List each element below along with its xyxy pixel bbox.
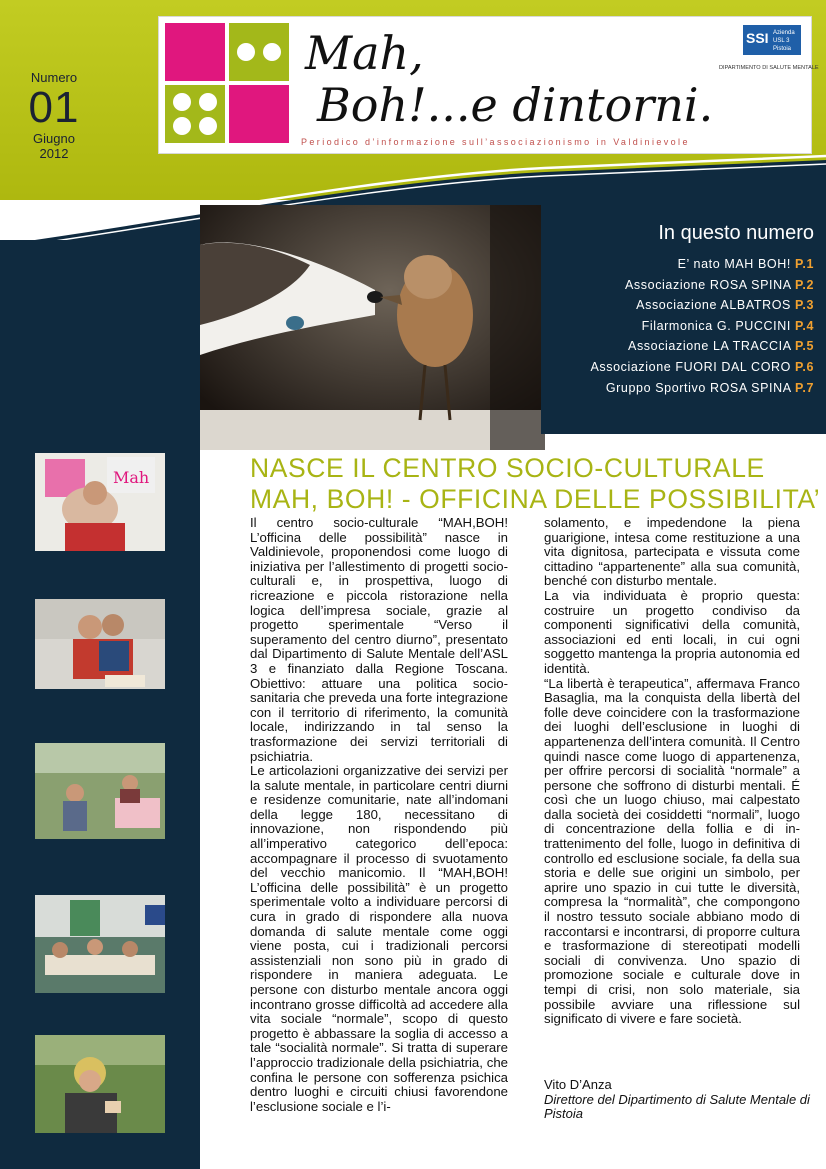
article-headline — [250, 453, 820, 515]
table-of-contents — [541, 192, 826, 434]
author-signature — [544, 1078, 814, 1122]
issue-number: 01 — [28, 83, 80, 132]
masthead-title — [299, 19, 769, 137]
paragraph: Le articolazioni organizzative dei servizi per la salute mentale, in particolare centri diurni e residenze comunitarie, nate all’indomani della legge 180, necessitano di innovazione, non rispondendo più all’imperativo categorico dell’epoca: accompagnare il processo di svuotamento del vecchio manicomio. Il “MAH,BOH! L’officina delle possibilità” è un progetto sperimentale volto a individuare percorsi di cura in grado di rispondere alla nuova domanda di salute mentale come oggi viene posta, cui i tradizionali percorsi assistenziali non sono più in grado di rispondere in maniera adeguata. Le persone con disturbo mentale ancora oggi incontrano grosse difficoltà ad accedere alla vita sociale “normale”, scopo di questo progetto è abbassare la soglia di accesso a tale “socialità normale”. Si tratta di superare l’approccio tradizionale della psichiatria, che confina le persone con sofferenza psichica dentro luoghi e circuiti chiusi favorendone l’esclusione sociale e l’i- — [250, 763, 508, 1114]
toc-item[interactable]: Filarmonica G. PUCCINI P.4 — [641, 318, 814, 333]
hero-photo-dog-and-chick — [200, 205, 545, 450]
article-column-1 — [250, 516, 508, 1114]
toc-item[interactable]: Associazione LA TRACCIA P.5 — [628, 339, 814, 354]
paragraph: solamento, e impedendone la piena guarigione, intesa come restituzione a una vita dignitosa, partecipata e vissuta come cittadino “appartenente” alla sua comunità, benché con disturbo mentale. — [544, 515, 800, 589]
photo-thumbnail-4 — [35, 895, 165, 993]
issue-info — [0, 70, 108, 161]
svg-text:Mah: Mah — [113, 468, 150, 487]
asl-badge: SSI — [746, 30, 769, 46]
asl-department: DIPARTIMENTO DI SALUTE MENTALE — [719, 65, 819, 71]
asl-logo — [715, 23, 819, 75]
issue-month: Giugno — [33, 131, 75, 146]
toc-item[interactable]: Gruppo Sportivo ROSA SPINA P.7 — [605, 380, 814, 395]
photo-thumbnail-3 — [35, 743, 165, 839]
paragraph: “La libertà è terapeutica”, affermava Franco Basaglia, ma la conquista della libertà del folle deve coincidere con la trasformazione dei luoghi dell’esclusione in luoghi di appartenenza dell’intera comunità. Il Centro quindi nasce come luogo di appartenenza, per offrire percorsi di socialità “normale” a persone che soffrono di disturbi mentali. É così che un luogo chiuso, mai calpestato dalla società dei cosiddetti “normali”, luogo di concentrazione della follia e di in-trattenimento del folle, luogo in definitiva di controllo ed esclusione sociale, fa della sua storia e delle sue origini un simbolo, per aprire uno spazio in cui tutte le diversità, compresa la “normalità”, che compongono il nostro tessuto sociale abbiano modo di raccontarsi e incontrarsi, di proporre cultura e trasformazione di stereotipati modelli sociali di convivenza. Uno spazio di promozione sociale e culturale dove in tempi di crisi, non solo materiale, sia possibile avviare una riflessione sul significato di vivere e fare società. — [544, 675, 800, 1027]
headline-line-1: NASCE IL CENTRO SOCIO-CULTURALE — [250, 453, 765, 483]
author-role: Direttore del Dipartimento di Salute Mentale di Pistoia — [544, 1091, 810, 1122]
masthead — [158, 16, 819, 154]
issue-year: 2012 — [39, 146, 69, 161]
asl-text-2: USL 3 — [773, 38, 790, 44]
toc-item[interactable]: Associazione FUORI DAL CORO P.6 — [590, 359, 814, 374]
left-sidebar-band — [0, 240, 200, 1169]
photo-thumbnail-1 — [35, 453, 165, 551]
masthead-title-line2: Boh!...e dintorni. — [317, 78, 714, 132]
headline-line-2: MAH, BOH! - OFFICINA DELLE POSSIBILITA’ — [250, 484, 821, 514]
paragraph: Il centro socio-culturale “MAH,BOH! L’officina delle possibilità” nasce in Valdinievole, proponendosi come luogo di iniziativa per l’allestimento di progetti socio-culturali e, in prospettiva, luogo di ricreazione e piccola ristorazione nella logica dell’impresa sociale, grazie al progetto sperimentale “Verso il superamento del centro diurno”, presentato dal Dipartimento di Salute Mentale dell’ASL 3 e finanziato dalla Regione Toscana. Obiettivo: attuare una politica socio-sanitaria che preveda una forte integrazione con il territorio di riferimento, la comunità locale, indirizzando in tal senso la trasformazione dei servizi territoriali di psichiatria. — [250, 515, 508, 764]
author-name: Vito D’Anza — [544, 1077, 612, 1092]
toc-item[interactable]: Associazione ALBATROS P.3 — [636, 298, 814, 313]
toc-title: In questo numero — [658, 222, 814, 244]
photo-thumbnail-5 — [35, 1035, 165, 1133]
asl-text-1: Azienda — [773, 30, 795, 36]
toc-list — [590, 254, 814, 398]
paragraph: La via individuata è proprio questa: costruire un progetto condiviso da componenti significativi della comunità, associazioni ed enti locali, in cui ogni soggetto mantenga la propria autonomia ed identità. — [544, 587, 800, 676]
toc-item[interactable]: E’ nato MAH BOH! P.1 — [677, 257, 814, 271]
toc-item[interactable]: Associazione ROSA SPINA P.2 — [625, 277, 814, 292]
photo-thumbnail-2 — [35, 599, 165, 689]
article-column-2 — [544, 516, 800, 1027]
asl-text-3: Pistoia — [773, 46, 792, 52]
masthead-title-line1: Mah, — [305, 26, 424, 80]
masthead-subtitle: Periodico d’informazione sull’associazionismo in Valdinievole — [301, 137, 690, 147]
issue-number-label: Numero — [30, 70, 78, 85]
logo-squares — [165, 23, 293, 147]
